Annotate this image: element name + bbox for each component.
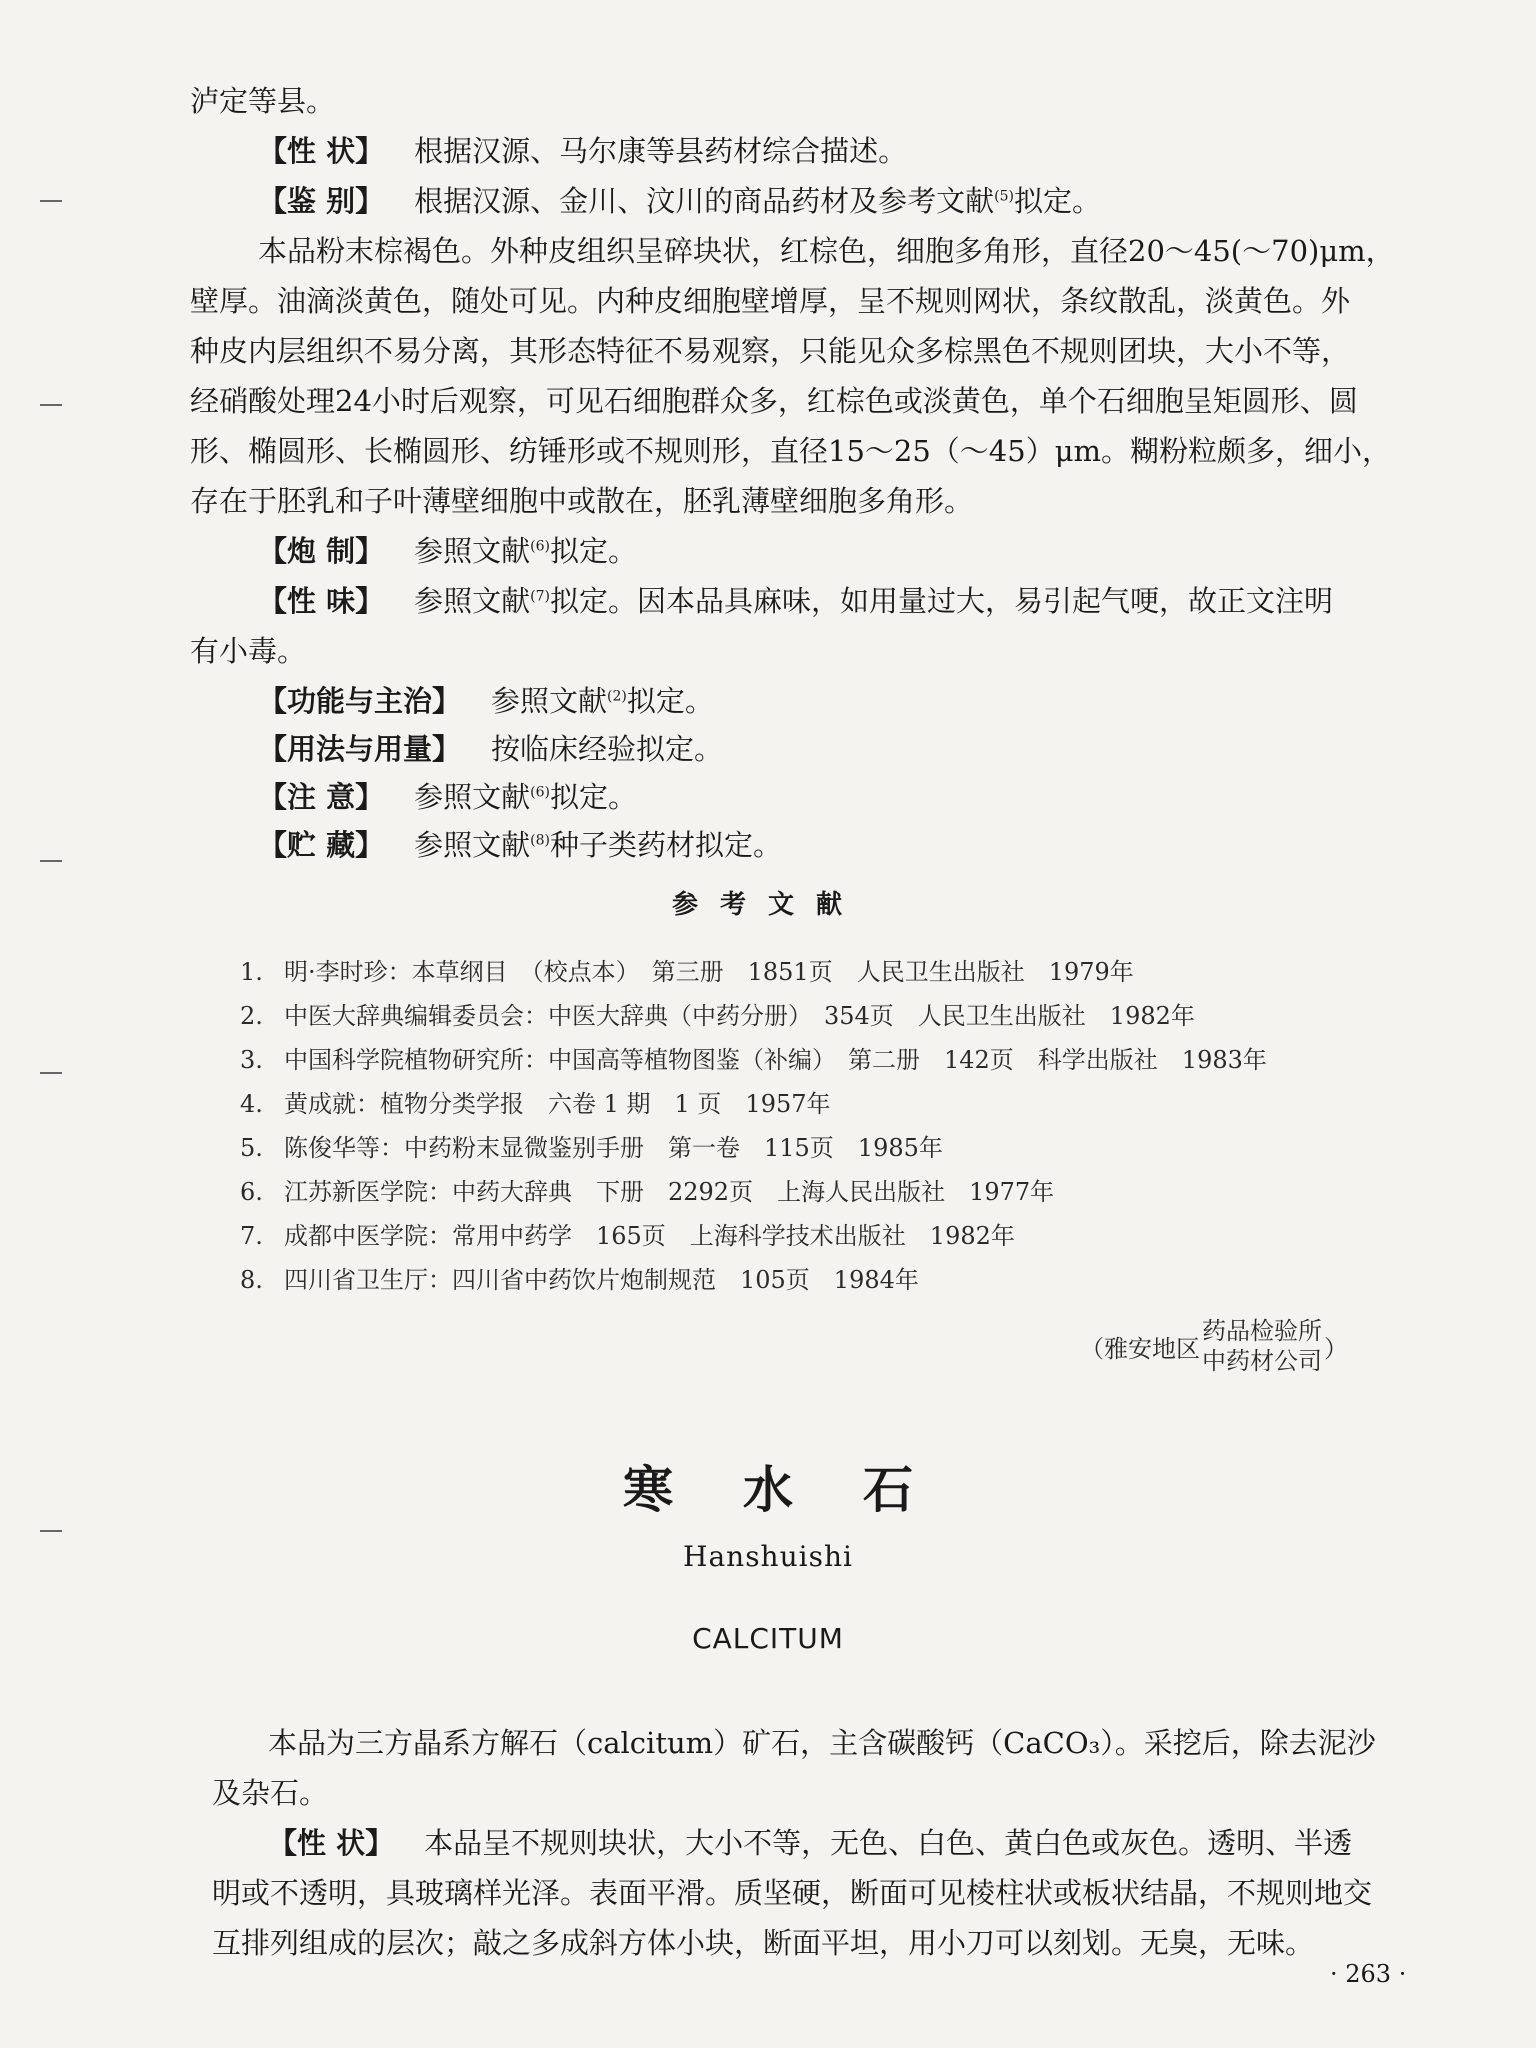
reference-text: 陈俊华等：中药粉末显微鉴别手册 第一卷 115页 1985年: [284, 1134, 943, 1162]
reference-number: 2.: [240, 1002, 263, 1030]
reference-item: [240, 1172, 1054, 1212]
page-number: · 263 ·: [1330, 1960, 1407, 1988]
reference-text: 成都中医学院：常用中药学 165页 上海科学技术出版社 1982年: [284, 1222, 1015, 1250]
reference-text: 江苏新医学院：中药大辞典 下册 2292页 上海人民出版社 1977年: [284, 1178, 1055, 1206]
entry-title: 寒水石: [623, 1461, 983, 1519]
reference-text: 中医大辞典编辑委员会：中医大辞典（中药分册） 354页 人民卫生出版社 1982年: [284, 1002, 1195, 1030]
section-text-tail: 拟定。: [1013, 184, 1101, 218]
section-text: 按临床经验拟定。: [491, 732, 724, 766]
signature-stack: [1202, 1316, 1322, 1376]
section-text: 本品呈不规则块状，大小不等，无色、白色、黄白色或灰色。透明、半透: [424, 1826, 1353, 1860]
paragraph-line: 壁厚。油滴淡黄色，随处可见。内种皮细胞壁增厚，呈不规则网状，条纹散乱，淡黄色。外: [190, 284, 1351, 318]
margin-mark: [40, 200, 62, 202]
reference-item: [240, 996, 1195, 1036]
signature-bottom: 中药材公司: [1202, 1347, 1322, 1375]
citation: (6): [530, 784, 550, 801]
reference-item: [240, 1260, 919, 1300]
reference-number: 7.: [240, 1222, 263, 1250]
entry-intro-line: 本品为三方晶系方解石（calcitum）矿石，主含碳酸钙（CaCO₃）。采挖后，除去泥沙: [268, 1726, 1376, 1760]
reference-text: 中国科学院植物研究所：中国高等植物图鉴（补编） 第二册 142页 科学出版社 1983年: [284, 1046, 1267, 1074]
entry-pinyin: Hanshuishi: [683, 1540, 853, 1573]
citation: (8): [530, 832, 550, 849]
entry-latin-name: CALCITUM: [692, 1622, 844, 1655]
paragraph-line: 形、椭圆形、长椭圆形、纺锤形或不规则形，直径15～25（～45）μm。糊粉粒颇多，细小，: [190, 434, 1392, 468]
section-xingwei: [258, 576, 1536, 626]
section-label: 【注 意】: [258, 780, 385, 814]
section-label: 【用法与用量】: [258, 732, 462, 766]
reference-item: [240, 952, 1134, 992]
paragraph-line: 存在于胚乳和子叶薄壁细胞中或散在，胚乳薄壁细胞多角形。: [190, 484, 974, 518]
section-text-tail: 拟定。: [549, 780, 637, 814]
section-paozhi: [258, 526, 1536, 576]
section-label: 【炮 制】: [258, 534, 385, 568]
section-xingwei-cont: 有小毒。: [190, 634, 307, 668]
reference-text: 四川省卫生厅：四川省中药饮片炮制规范 105页 1984年: [284, 1266, 919, 1294]
signature-top: 药品检验所: [1202, 1317, 1322, 1345]
reference-number: 3.: [240, 1046, 263, 1074]
reference-number: 4.: [240, 1090, 263, 1118]
section-text: 参照文献: [414, 584, 531, 618]
reference-number: 8.: [240, 1266, 263, 1294]
reference-item: [240, 1128, 943, 1168]
signature-close: ）: [1324, 1334, 1348, 1363]
entry-section-xingzhuang: [268, 1818, 1536, 1868]
section-text-tail: 拟定。因本品具麻味，如用量过大，易引起气哽，故正文注明: [549, 584, 1333, 618]
continued-line: 泸定等县。: [190, 84, 336, 118]
signature-open: （雅安地区: [1080, 1334, 1200, 1363]
section-text: 参照文献: [491, 684, 608, 718]
reference-item: [240, 1040, 1267, 1080]
section-text: 参照文献: [414, 534, 531, 568]
margin-mark: [40, 404, 62, 406]
margin-mark: [40, 860, 62, 862]
section-label: 【性 状】: [268, 1826, 395, 1860]
reference-number: 1.: [240, 958, 263, 986]
section-label: 【鉴 别】: [258, 184, 385, 218]
entry-section-line: 明或不透明，具玻璃样光泽。表面平滑。质坚硬，断面可见棱柱状或板状结晶，不规则地交: [212, 1876, 1373, 1910]
paragraph-line: 种皮内层组织不易分离，其形态特征不易观察，只能见众多棕黑色不规则团块，大小不等，: [190, 334, 1351, 368]
reference-number: 6.: [240, 1178, 263, 1206]
section-text: 根据汉源、马尔康等县药材综合描述。: [414, 134, 908, 168]
reference-text: 明·李时珍：本草纲目 （校点本） 第三册 1851页 人民卫生出版社 1979年: [284, 958, 1134, 986]
section-text-tail: 种子类药材拟定。: [549, 828, 782, 862]
references-title: 参考文献: [671, 890, 864, 920]
section-label: 【性 味】: [258, 584, 385, 618]
section-label: 【功能与主治】: [258, 684, 462, 718]
paragraph-line: 经硝酸处理24小时后观察，可见石细胞群众多，红棕色或淡黄色，单个石细胞呈矩圆形、圆: [190, 384, 1358, 418]
section-zhuyi: [258, 772, 1536, 822]
section-label: 【性 状】: [258, 134, 385, 168]
reference-item: [240, 1084, 831, 1124]
citation: (2): [607, 688, 627, 705]
section-zhucang: [258, 820, 1536, 870]
reference-item: [240, 1216, 1015, 1256]
entry-intro-line: 及杂石。: [212, 1776, 329, 1810]
section-label: 【贮 藏】: [258, 828, 385, 862]
citation: (7): [530, 588, 550, 605]
reference-number: 5.: [240, 1134, 263, 1162]
section-text: 参照文献: [414, 828, 531, 862]
section-text: 参照文献: [414, 780, 531, 814]
paragraph-line: 本品粉末棕褐色。外种皮组织呈碎块状，红棕色，细胞多角形，直径20～45(～70)μm，: [258, 234, 1395, 268]
reference-text: 黄成就：植物分类学报 六卷 1 期 1 页 1957年: [284, 1090, 831, 1118]
section-yongfa: [258, 724, 1536, 774]
section-gongneng: [258, 676, 1536, 726]
section-xingzhuang: [258, 126, 1536, 176]
section-jianbie: [258, 176, 1536, 226]
margin-mark: [40, 1530, 62, 1532]
section-text: 根据汉源、金川、汶川的商品药材及参考文献: [414, 184, 995, 218]
citation: (5): [994, 188, 1014, 205]
citation: (6): [530, 538, 550, 555]
section-text-tail: 拟定。: [626, 684, 714, 718]
entry-section-line: 互排列组成的层次；敲之多成斜方体小块，断面平坦，用小刀可以刻划。无臭，无味。: [212, 1926, 1315, 1960]
section-text-tail: 拟定。: [549, 534, 637, 568]
margin-mark: [40, 1072, 62, 1074]
author-signature: [1080, 1316, 1348, 1376]
